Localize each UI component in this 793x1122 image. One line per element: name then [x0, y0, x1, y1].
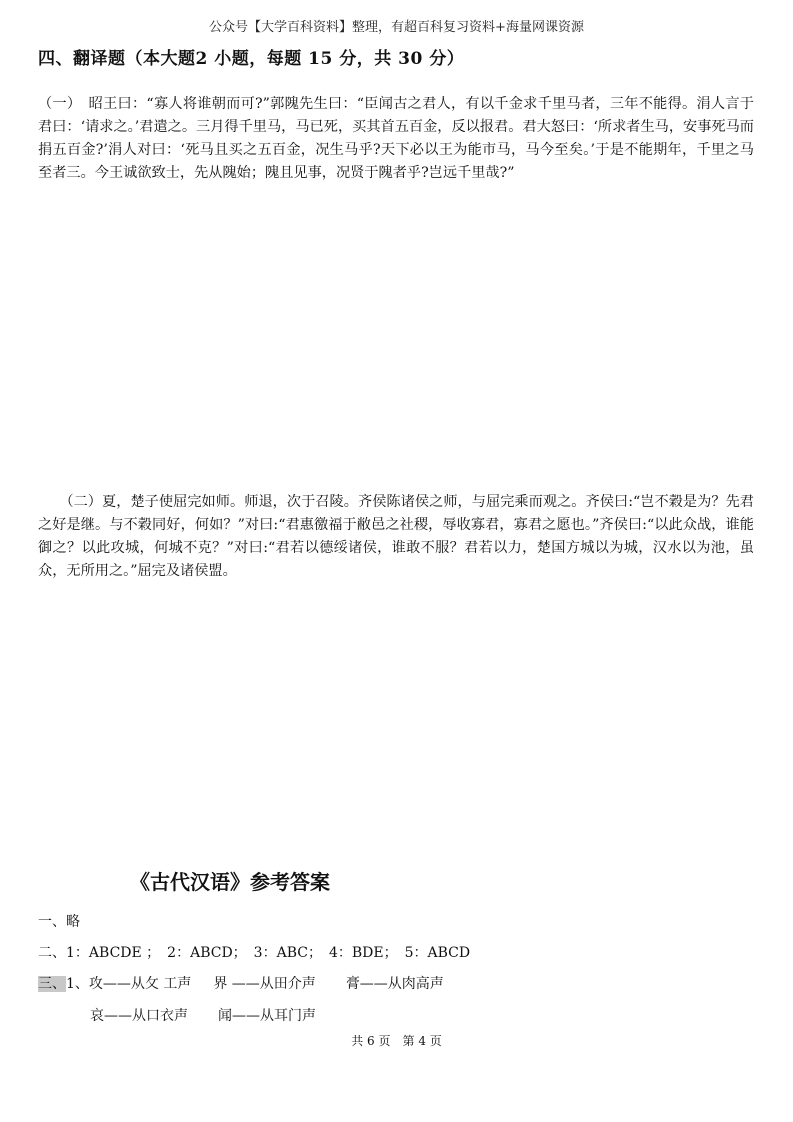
page-header: 公众号【大学百科资料】整理，有超百科复习资料+海量网课资源: [209, 20, 584, 35]
answer-line-2: 二、1：ABCDE ； 2：ABCD； 3：ABC； 4：BDE； 5：ABCD: [38, 945, 471, 961]
page-footer: 共 6 页 第 4 页: [351, 1034, 442, 1048]
answer-line-3: [38, 974, 444, 994]
passage-1: （一） 昭王曰：“寡人将谁朝而可?”郭隗先生曰：“臣闻古之君人，有以千金求千里马者，三年不能得。涓人言于君曰：‘请求之。’君遣之。三月得千里马，马已死，买其首五百金，反以报君。君大怒曰：‘所求者生马，安事死马而捐五百金?’涓人对曰：‘死马且买之五百金，况生马乎?天下必以王为能市马，马今至矣。’于是不能期年，千里之马至者三。今王诚欲致士，先从隗始；隗且见事，况贤于隗者乎?岂远千里哉?”: [38, 96, 754, 181]
highlighted-prefix: 三、: [38, 976, 66, 992]
passage-2: （二）夏，楚子使屈完如师。师退，次于召陵。齐侯陈诸侯之师，与屈完乘而观之。齐侯曰:“岂不穀是为？先君之好是继。与不穀同好，何如？”对曰:“君惠徼福于敝邑之社稷，辱收寡君，寡君之愿也。”齐侯曰:“以此众战，谁能御之？以此攻城，何城不克？”对曰:“君若以德绥诸侯，谁敢不服？君若以力，楚国方城以为城，汉水以为池，虽众，无所用之。”屈完及诸侯盟。: [38, 494, 754, 579]
section-title: 四、翻译题（本大题2 小题，每题 15 分，共 30 分）: [38, 49, 465, 69]
answer-line-1: 一、略: [38, 914, 80, 930]
answer-item: 膏——从肉高声: [345, 976, 444, 992]
answer-line-4: [90, 1006, 316, 1026]
answer-item: 闻——从耳门声: [218, 1008, 316, 1024]
answer-item: 1、攻——从攵 工声: [66, 976, 192, 992]
answer-item: 哀——从口衣声: [90, 1008, 188, 1024]
answer-key-title: 《古代汉语》参考答案: [130, 870, 330, 894]
answer-item: 界 ——从田介声: [213, 976, 316, 992]
